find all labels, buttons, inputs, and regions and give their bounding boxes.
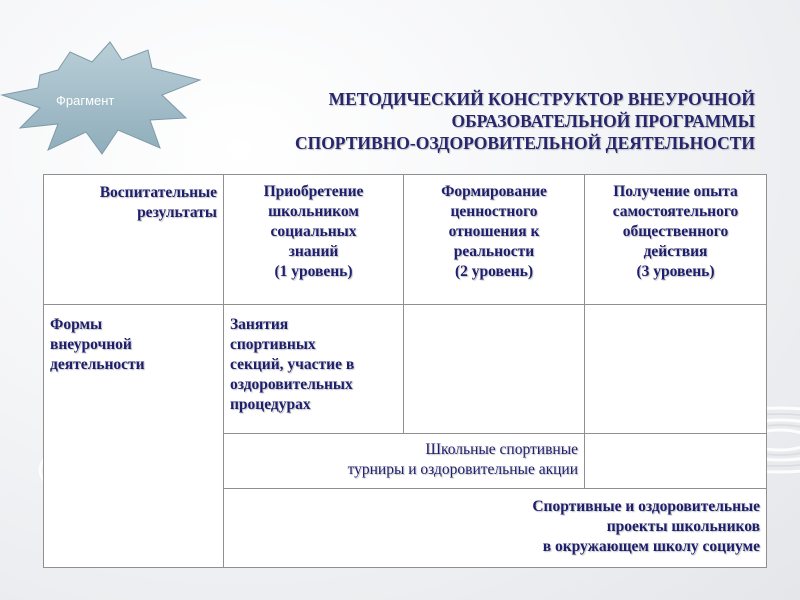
cell-line: Занятия: [230, 316, 289, 333]
cell-empty: [585, 305, 767, 434]
header-line: ценностного: [450, 203, 538, 220]
header-level-3: [585, 175, 767, 305]
header-level-1: [224, 175, 404, 305]
header-line: (1 уровень): [274, 263, 353, 280]
header-line: общественного: [622, 223, 729, 240]
constructor-table: [43, 174, 767, 568]
cell-line: оздоровительных: [230, 376, 353, 393]
header-line: Воспитательные: [99, 184, 217, 201]
header-line: (3 уровень): [636, 263, 715, 280]
header-line: социальных: [270, 223, 357, 240]
header-line: результаты: [137, 204, 217, 221]
header-line: (2 уровень): [454, 263, 534, 280]
forms-line: деятельности: [50, 356, 145, 373]
header-results: [44, 175, 224, 305]
cell-sports-sections: [224, 305, 404, 434]
page-title: [195, 88, 755, 154]
header-line: школьником: [268, 203, 359, 220]
forms-line: внеурочной: [50, 336, 132, 353]
header-line: знаний: [288, 243, 339, 260]
header-line: самостоятельного: [612, 203, 739, 220]
cell-line: спортивных: [230, 336, 316, 353]
forms-label: [44, 305, 224, 568]
header-line: действия: [643, 243, 708, 260]
cell-sports-projects: [224, 489, 767, 568]
title-line: СПОРТИВНО-ОЗДОРОВИТЕЛЬНОЙ ДЕЯТЕЛЬНОСТИ: [294, 133, 755, 153]
cell-empty: [585, 434, 767, 489]
title-line: МЕТОДИЧЕСКИЙ КОНСТРУКТОР ВНЕУРОЧНОЙ: [328, 89, 755, 109]
header-line: Получение опыта: [613, 183, 738, 200]
cell-line: Школьные спортивные: [425, 441, 578, 458]
header-line: Приобретение: [263, 183, 364, 200]
cell-line: процедурах: [230, 396, 311, 413]
header-line: Формирование: [441, 183, 547, 200]
header-line: отношения к: [448, 223, 540, 240]
cell-line: Спортивные и оздоровительные: [532, 498, 760, 515]
header-line: реальности: [453, 243, 535, 260]
forms-line: Формы: [50, 316, 103, 333]
header-level-2: [404, 175, 585, 305]
cell-line: проекты школьников: [606, 518, 760, 535]
cell-empty: [404, 305, 585, 434]
cell-line: турниры и оздоровительные акции: [347, 461, 578, 478]
title-line: ОБРАЗОВАТЕЛЬНОЙ ПРОГРАММЫ: [451, 111, 755, 131]
cell-school-tournaments: [224, 434, 585, 489]
fragment-badge-label: Фрагмент: [56, 93, 115, 108]
cell-line: секций, участие в: [230, 356, 355, 373]
cell-line: в окружающем школу социуме: [542, 538, 760, 555]
